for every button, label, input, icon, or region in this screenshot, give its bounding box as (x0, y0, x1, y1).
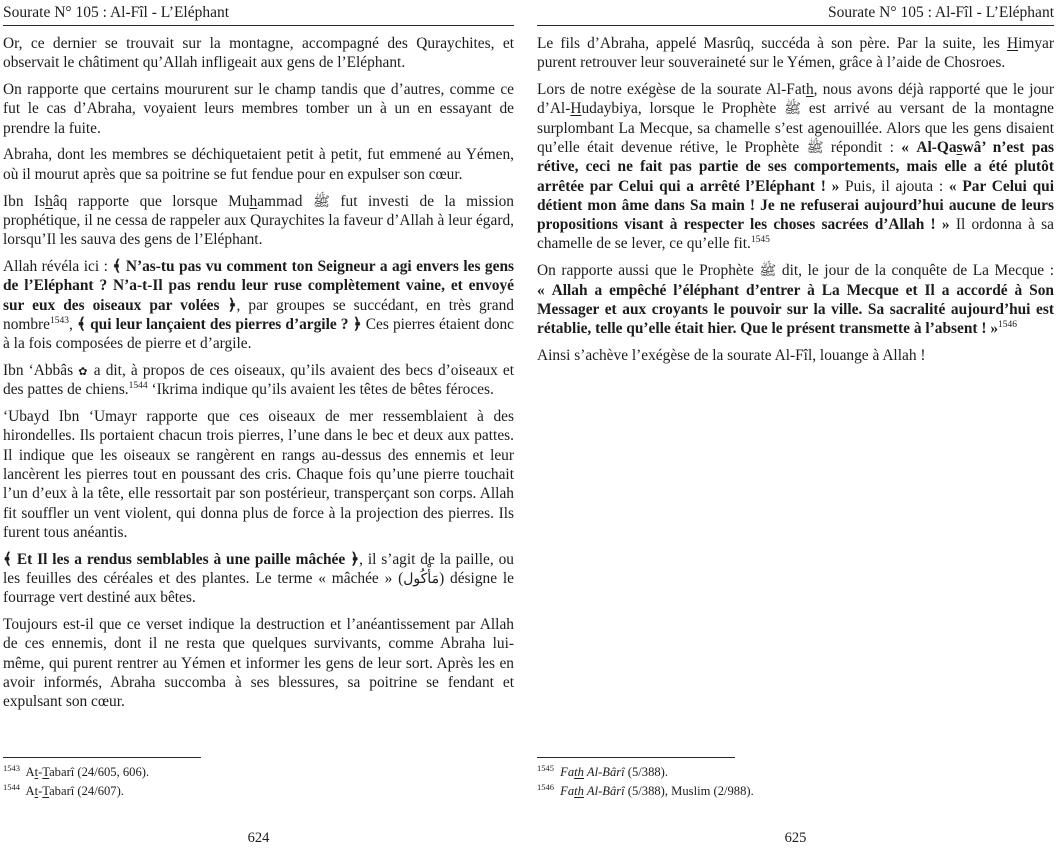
pbuh-calligraphy-icon: ﷺ (759, 264, 777, 280)
pbuh-calligraphy-icon: ﷺ (784, 102, 802, 118)
paragraph: Toujours est-il que ce verset indique la destruction et l’anéantissement par Allah de ces ennemis, dont il ne resta que quelques survivants, comme Abraha lui-même, qui purent rentrer au Yémen et informer les gens de leur sort. Après les en avoir informés, Abraha succomba à ses blessures, sa poitrine se fendant et expulsant son cœur. (3, 616, 514, 711)
paragraph: Ibn Ishâq rapporte que lorsque Muhammad ﷺ fut investi de la mission prophétique, il ne cessa de rappeler aux Quraychites la faveur d’Allah à leur égard, lorsqu’Il les sauva des gens de l’Eléphant. (3, 192, 514, 249)
paragraph: On rapporte aussi que le Prophète ﷺ dit, le jour de la conquête de La Mecque : « Allah a empêché l’éléphant d’entrer à La Mecque et Il a accordé à Son Messager et aux croyants le pouvoir sur la ville. Sa sacralité aujourd’hui est rétablie, telle qu’elle était hier. Que le présent transmette à l’absent ! »$^{1546}$ (537, 262, 1054, 338)
footnote: $^{1546}$ Fath Al-Bârî (5/388), Muslim (2/988). (537, 781, 754, 798)
paragraph: ‘Ubayd Ibn ‘Umayr rapporte que ces oiseaux de mer ressemblaient à des hirondelles. Ils portaient chacun trois pierres, l’une dans le bec et deux aux pattes. Il indique que les oiseaux se rangèrent en rangs au-dessus des ennemis et leur lancèrent les pierres tout en poussant des cris. Chaque fois qu’une pierre touchait l’un d’eux à la tête, elle ressortait par son postérieur, transperçant son corps. Allah fit souffler un vent violent, qui donna plus de force à la projection des pierres. Ils furent tous anéantis. (3, 408, 514, 541)
footnotes-right (537, 757, 1054, 801)
page-body-left (3, 34, 514, 712)
footnotes-left (3, 757, 514, 801)
radi-allahu-anhuma-icon: ✿ (78, 365, 89, 378)
paragraph: Or, ce dernier se trouvait sur la montagne, accompagné des Quraychites, et observait le châtiment qu’Allah infligeait aux gens de l’Eléphant. (3, 35, 514, 72)
page-number-left: 624 (247, 830, 270, 846)
running-header-right: Sourate N° 105 : Al-Fîl - L’Eléphant (537, 0, 1054, 26)
footnote-list-left (3, 763, 514, 801)
footnote-separator (537, 757, 735, 758)
paragraph: Allah révéla ici : ﴾ N’as-tu pas vu comment ton Seigneur a agi envers les gens de l’Eléphant ? N’a-t-Il pas rendu leur ruse complètement vaine, et envoyé sur eux des oiseaux par volées ﴿, par groupes se succédant, en très grand nombre$^{1543}$, ﴾ qui leur lançaient des pierres d’argile ? ﴿ Ces pierres étaient donc à la fois composées de pierre et d’argile. (3, 257, 515, 353)
footnote-separator (3, 757, 201, 758)
paragraph: Le fils d’Abraha, appelé Masrûq, succéda à son père. Par la suite, les Himyar purent retrouver leur souveraineté sur le Yémen, grâce à l’aide de Chosroes. (537, 35, 1054, 72)
paragraph: Lors de notre exégèse de la sourate Al-Fath, nous avons déjà rapporté que le jour d’Al-Hudaybiya, lorsque le Prophète ﷺ est arrivé au versant de la montagne surplombant La Mecque, sa chamelle s’est agenouillée. Alors que les gens disaient qu’elle était devenue rétive, le Prophète ﷺ répondit : « Al-Qaswâ’ n’est pas rétive, ceci ne fait pas partie de ses comportements, mais elle a été plutôt arrêtée par Celui qui a arrêté l’Eléphant ! » Puis, il ajouta : « Par Celui qui détient mon âme dans Sa main ! Je ne refuserai aujourd’hui aucune de leurs propositions visant à respecter les choses sacrées d’Allah ! » Il ordonna à sa chamelle de se lever, ce qu’elle fit.$^{1545}$ (537, 81, 1055, 253)
paragraph: ﴾ Et Il les a rendus semblables à une paille mâchée ﴿, il s’agit de la paille, ou les feuilles des céréales et des plantes. Le terme « mâchée » (مَأْكُول) désigne le fourrage vert destiné aux bêtes. (3, 550, 514, 607)
footnote: $^{1543}$ At-Tabarî (24/605, 606). (3, 762, 150, 779)
page-number-right: 625 (784, 830, 807, 846)
footnote: $^{1544}$ At-Tabarî (24/607). (3, 781, 124, 798)
page-625 (537, 0, 1054, 858)
page-624 (3, 0, 514, 858)
paragraph: On rapporte que certains moururent sur le champ tandis que d’autres, comme ce fut le cas d’Abraha, voyaient leurs membres tomber un à un en essayant de prendre la fuite. (3, 81, 514, 137)
footnote-list-right (537, 763, 1054, 801)
footnote: $^{1545}$ Fath Al-Bârî (5/388). (537, 762, 669, 779)
running-header-left: Sourate N° 105 : Al-Fîl - L’Eléphant (3, 0, 514, 26)
page-body-right (537, 34, 1054, 365)
paragraph: Abraha, dont les membres se déchiquetaient petit à petit, fut emmené au Yémen, où il mourut après que sa poitrine se fut fendue pour en expulser son cœur. (3, 146, 514, 183)
paragraph: Ainsi s’achève l’exégèse de la sourate Al-Fîl, louange à Allah ! (537, 346, 926, 364)
pbuh-calligraphy-icon: ﷺ (806, 140, 824, 156)
arabic-word-makul: مَأْكُول (403, 571, 440, 587)
pbuh-calligraphy-icon: ﷺ (312, 194, 330, 210)
paragraph: Ibn ‘Abbâs ✿ a dit, à propos de ces oiseaux, qu’ils avaient des becs d’oiseaux et des pattes de chiens.$^{1544}$ ‘Ikrima indique qu’ils avaient les têtes de bêtes féroces. (3, 361, 515, 399)
